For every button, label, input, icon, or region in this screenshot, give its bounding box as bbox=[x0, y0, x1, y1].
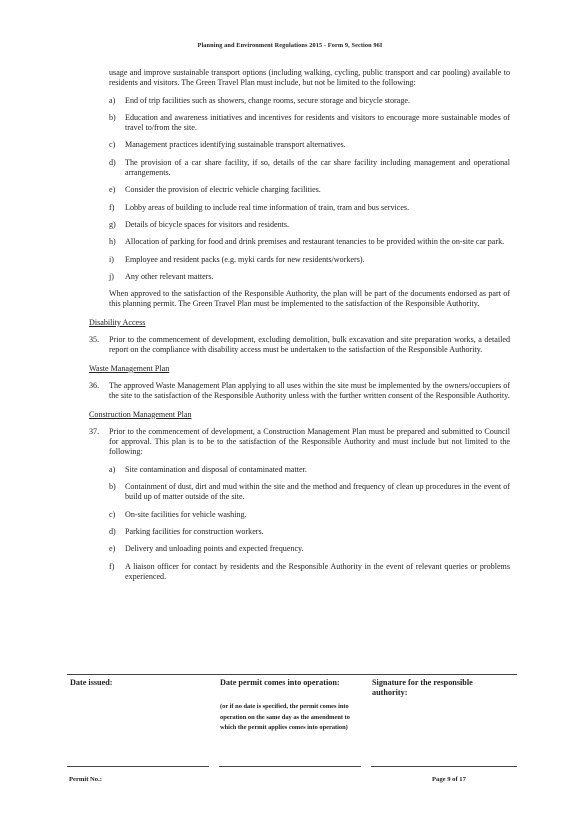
list-item bbox=[89, 544, 510, 554]
item-label: b) bbox=[109, 482, 116, 492]
item-text: Details of bicycle spaces for visitors and residents. bbox=[125, 219, 290, 229]
condition-36 bbox=[89, 381, 510, 402]
signature-top-rule bbox=[67, 674, 517, 675]
item-label: b) bbox=[109, 112, 116, 122]
date-issued-label: Date issued: bbox=[70, 678, 113, 687]
list-item bbox=[89, 562, 510, 583]
travel-plan-list bbox=[89, 96, 510, 283]
continuation-paragraph: usage and improve sustainable transport options (including walking, cycling, public transport and car pooling) available to residents and visitors. The Green Travel Plan must include, but not be limited to the following: bbox=[109, 68, 510, 88]
list-item bbox=[89, 482, 510, 503]
condition-text: The approved Waste Management Plan applying to all uses within the site must be implemented by the owners/occupiers of the site to the satisfaction of the Responsible Authority unless with the further written consent of the Responsible Authority. bbox=[109, 380, 510, 401]
item-label: e) bbox=[109, 544, 116, 554]
signature-label: Signature for the responsible authority: bbox=[372, 678, 473, 697]
waste-heading: Waste Management Plan bbox=[89, 363, 170, 373]
document-body bbox=[89, 68, 510, 582]
item-text: Any other relevant matters. bbox=[125, 271, 214, 281]
item-text: Employee and resident packs (e.g. myki cards for new residents/workers). bbox=[125, 254, 365, 264]
item-text: Lobby areas of building to include real time information of train, tram and bus services. bbox=[125, 202, 410, 212]
construction-heading: Construction Management Plan bbox=[89, 409, 192, 419]
page-header: Planning and Environment Regulations 2015 - Form 9, Section 96I bbox=[197, 42, 383, 49]
condition-text: Prior to the commencement of development, excluding demolition, bulk excavation and site preparation works, a detailed report on the compliance with disability access must be undertaken to the satisfaction of the Responsible Authority. bbox=[109, 335, 510, 355]
condition-number: 35. bbox=[89, 335, 100, 345]
item-label: c) bbox=[109, 509, 116, 519]
travel-plan-closing: When approved to the satisfaction of the Responsible Authority, the plan will be part of the documents endorsed as part of this planning permit. The Green Travel Plan must be implemented to the satisfaction of the Responsible Authority. bbox=[109, 289, 510, 309]
item-text: End of trip facilities such as showers, change rooms, secure storage and bicycle storage. bbox=[125, 95, 410, 105]
list-item bbox=[89, 510, 510, 520]
item-label: i) bbox=[109, 254, 114, 264]
list-item bbox=[89, 203, 510, 213]
item-text: Delivery and unloading points and expected frequency. bbox=[125, 544, 304, 554]
item-label: f) bbox=[109, 561, 115, 571]
list-item bbox=[89, 465, 510, 475]
list-item bbox=[89, 140, 510, 150]
item-text: On-site facilities for vehicle washing. bbox=[125, 509, 247, 519]
date-operation-note: (or if no date is specified, the permit comes into operation on the same day as the amendment to which the permit applies comes into operation) bbox=[220, 703, 350, 731]
condition-37 bbox=[89, 427, 510, 458]
list-item bbox=[89, 272, 510, 282]
item-text: Management practices identifying sustainable transport alternatives. bbox=[125, 140, 346, 150]
item-text: Containment of dust, dirt and mud within the site and the method and frequency of clean up procedures in the event of build up of matter outside of the site. bbox=[125, 482, 510, 502]
date-operation-line bbox=[219, 766, 361, 767]
signature-line bbox=[371, 766, 517, 767]
date-operation-label: Date permit comes into operation: bbox=[220, 678, 340, 687]
condition-number: 36. bbox=[89, 380, 100, 390]
construction-list bbox=[89, 465, 510, 582]
item-label: g) bbox=[109, 219, 116, 229]
condition-35 bbox=[89, 335, 510, 356]
list-item bbox=[89, 158, 510, 179]
permit-number-label: Permit No.: bbox=[69, 776, 102, 783]
item-text: Education and awareness initiatives and incentives for residents and visitors to encourage more sustainable modes of travel to/from the site. bbox=[125, 112, 510, 133]
item-text: Site contamination and disposal of contaminated matter. bbox=[125, 464, 307, 474]
item-label: a) bbox=[109, 464, 116, 474]
item-label: d) bbox=[109, 526, 116, 536]
list-item bbox=[89, 96, 510, 106]
list-item bbox=[89, 113, 510, 134]
item-label: f) bbox=[109, 202, 115, 212]
date-issued-line bbox=[67, 766, 209, 767]
condition-number: 37. bbox=[89, 426, 100, 436]
item-label: d) bbox=[109, 157, 116, 167]
disability-heading: Disability Access bbox=[89, 317, 146, 327]
item-text: Parking facilities for construction workers. bbox=[125, 526, 264, 536]
list-item bbox=[89, 185, 510, 195]
item-label: e) bbox=[109, 185, 116, 195]
item-label: c) bbox=[109, 140, 116, 150]
item-label: a) bbox=[109, 95, 116, 105]
list-item bbox=[89, 255, 510, 265]
condition-text: Prior to the commencement of development, a Construction Management Plan must be prepared and submitted to Council for approval. This plan is to be to the satisfaction of the Responsible Authority and must include but not limited to the following: bbox=[109, 426, 510, 457]
item-label: j) bbox=[109, 271, 114, 281]
page-number: Page 9 of 17 bbox=[432, 776, 466, 783]
item-text: The provision of a car share facility, if so, details of the car share facility including management and operational arrangements. bbox=[125, 157, 510, 178]
item-text: A liaison officer for contact by residents and the Responsible Authority in the event of relevant queries or problems experienced. bbox=[125, 561, 510, 581]
item-text: Consider the provision of electric vehicle charging facilities. bbox=[125, 185, 321, 195]
list-item bbox=[89, 220, 510, 230]
item-text: Allocation of parking for food and drink premises and restaurant tenancies to be provided within the on-site car park. bbox=[125, 237, 505, 247]
list-item bbox=[89, 237, 510, 247]
list-item bbox=[89, 527, 510, 537]
item-label: h) bbox=[109, 237, 116, 247]
